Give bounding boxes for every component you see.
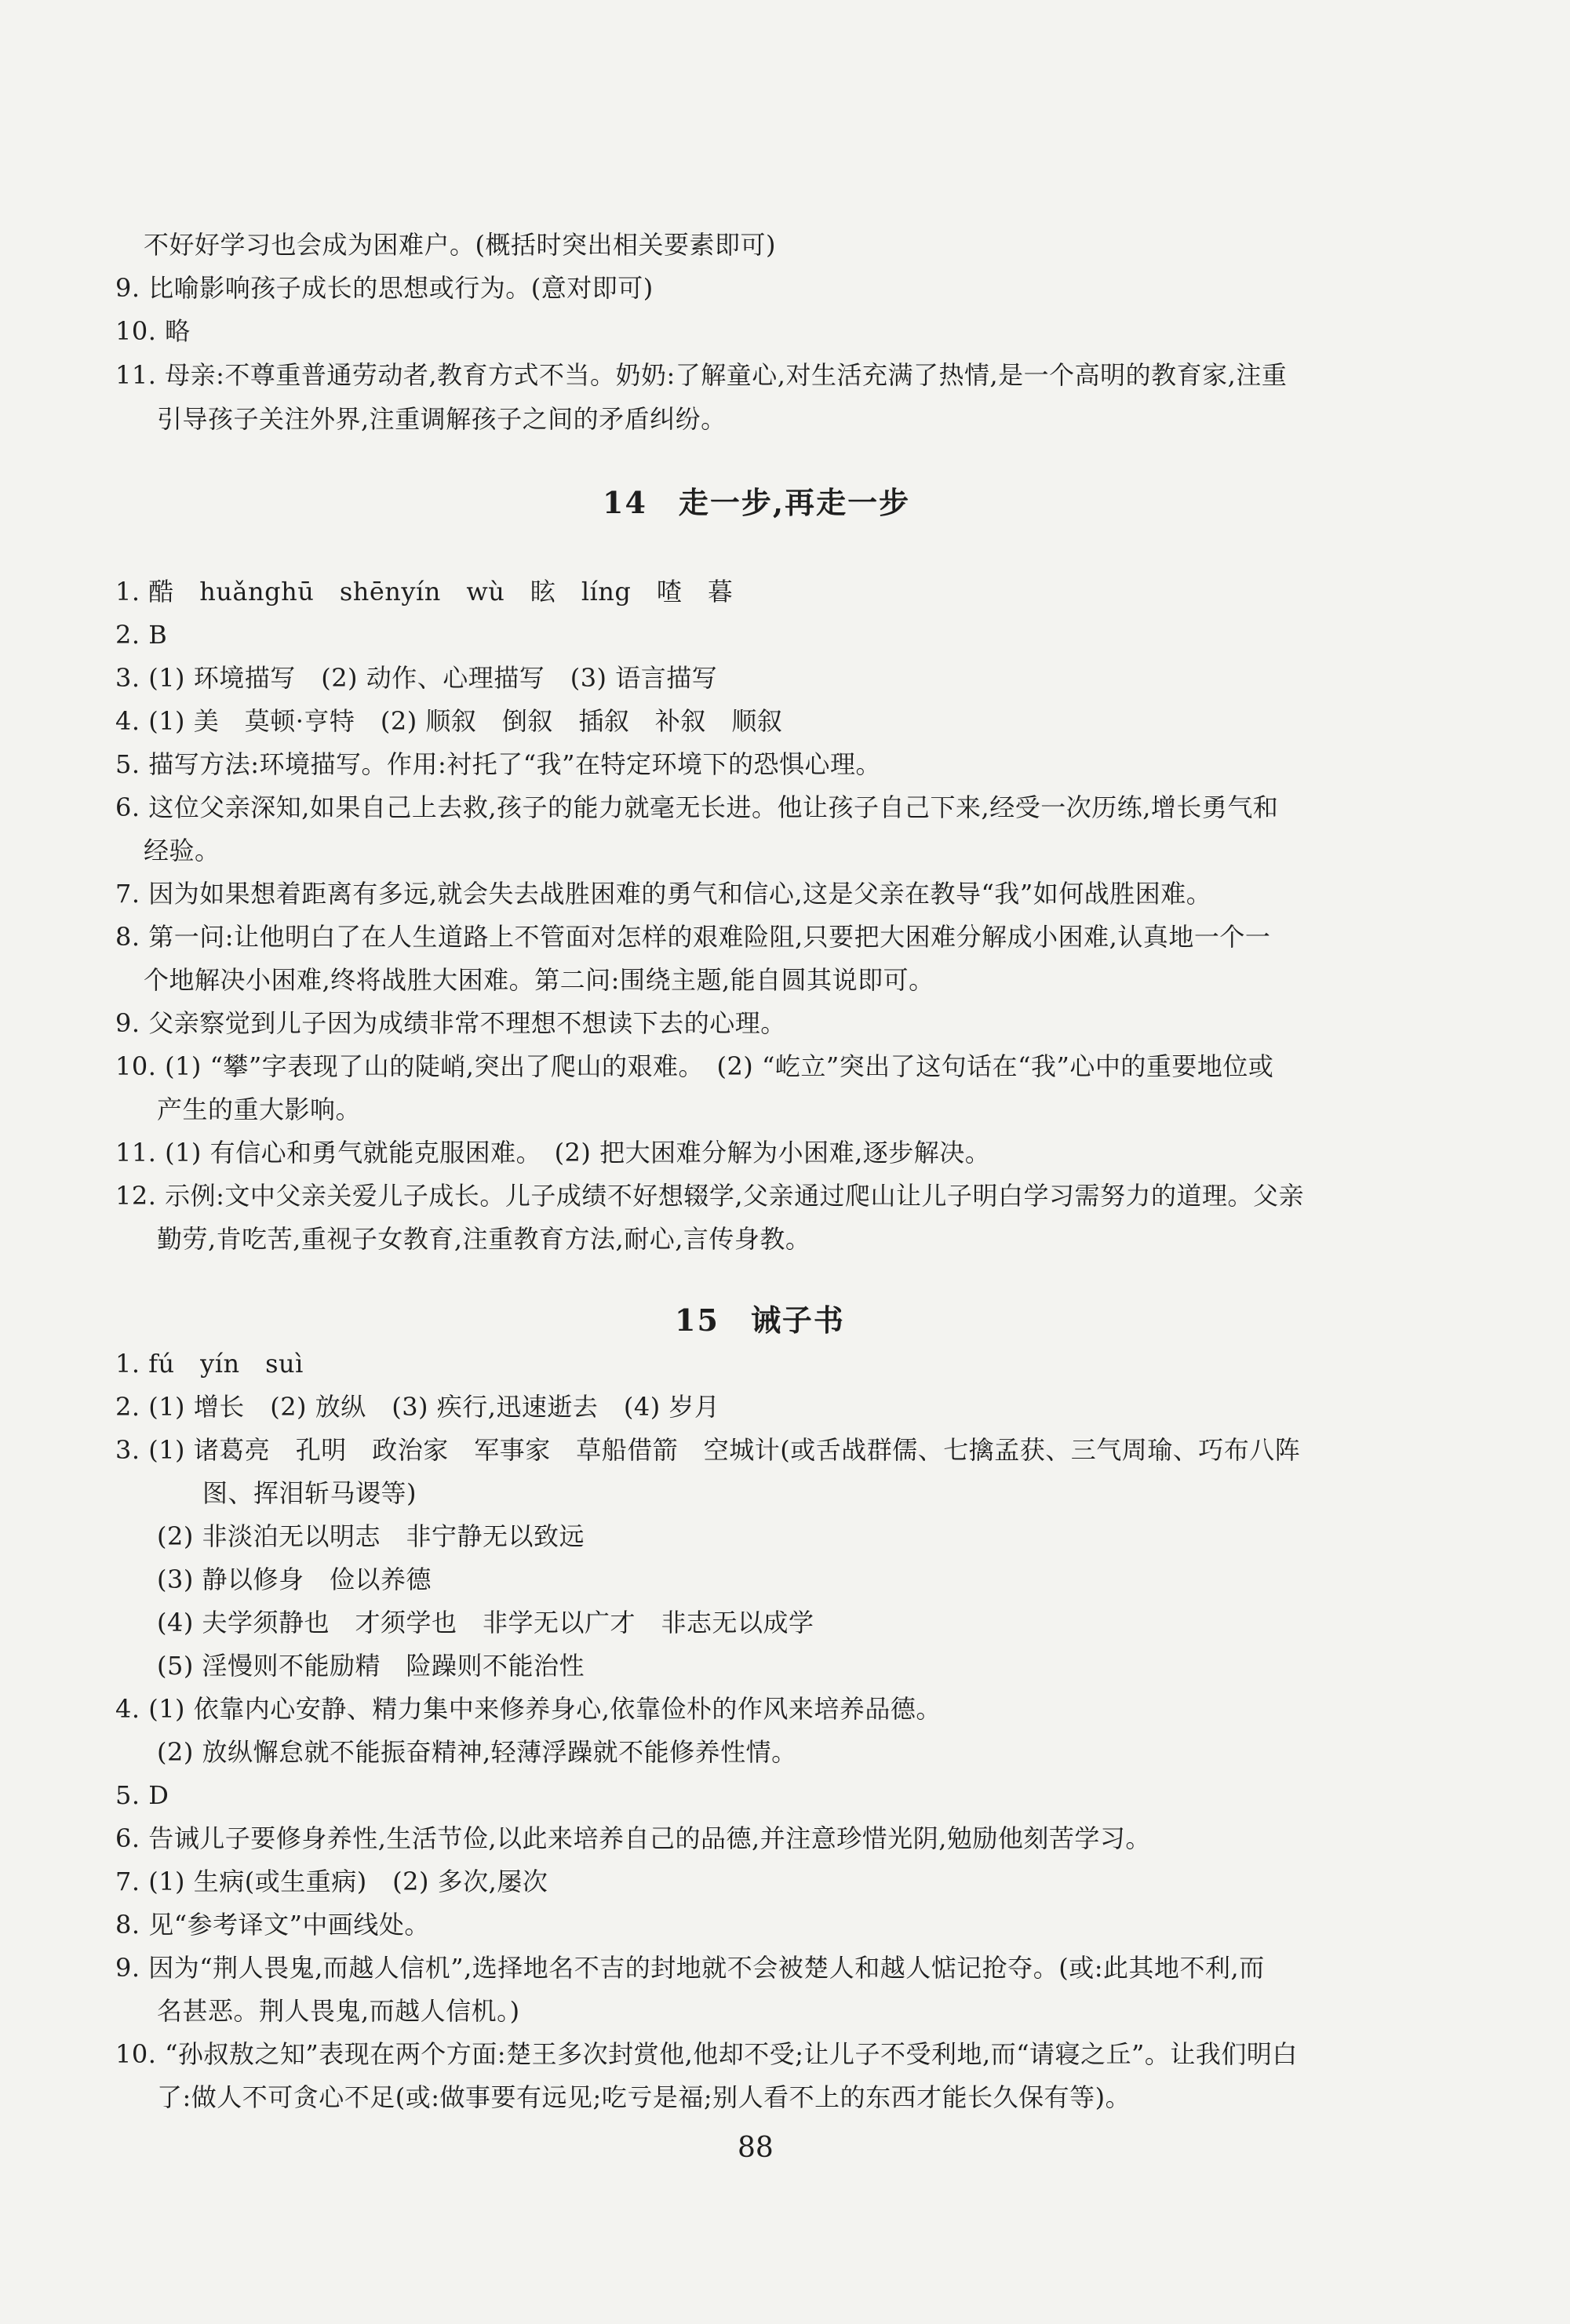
text-line: 12. 示例:文中父亲关爱儿子成长。儿子成绩不好想辍学,父亲通过爬山让儿子明白学习需努力的道理。父亲 — [115, 1181, 1305, 1211]
text-line: 5. 描写方法:环境描写。作用:衬托了“我”在特定环境下的恐惧心理。 — [115, 749, 881, 779]
text-line: 3. (1) 环境描写 (2) 动作、心理描写 (3) 语言描写 — [115, 663, 718, 693]
text-line: 9. 比喻影响孩子成长的思想或行为。(意对即可) — [115, 273, 654, 303]
text-line: 3. (1) 诸葛亮 孔明 政治家 军事家 草船借箭 空城计(或舌战群儒、七擒孟获、三气周瑜、巧布八阵 — [115, 1435, 1301, 1465]
text-line: 图、挥泪斩马谡等) — [202, 1478, 417, 1508]
text-line: 产生的重大影响。 — [157, 1095, 362, 1124]
text-line: 10. (1) “攀”字表现了山的陡峭,突出了爬山的艰难。 (2) “屹立”突出了这句话在“我”心中的重要地位或 — [115, 1051, 1274, 1081]
text-line: 勤劳,肯吃苦,重视子女教育,注重教育方法,耐心,言传身教。 — [157, 1224, 811, 1254]
text-line: 1. fú yín suì — [115, 1349, 304, 1379]
section-title: 14 走一步,再走一步 — [603, 485, 911, 520]
text-line: 11. (1) 有信心和勇气就能克服困难。 (2) 把大困难分解为小困难,逐步解决。 — [115, 1138, 991, 1167]
text-line: (5) 淫慢则不能励精 险躁则不能治性 — [157, 1651, 585, 1681]
text-line: (4) 夫学须静也 才须学也 非学无以广才 非志无以成学 — [157, 1608, 814, 1637]
text-line: 6. 告诫儿子要修身养性,生活节俭,以此来培养自己的品德,并注意珍惜光阴,勉励他刻苦学习。 — [115, 1823, 1151, 1853]
text-line: 名甚恶。荆人畏鬼,而越人信机。) — [157, 1996, 520, 2026]
text-line: 9. 父亲察觉到儿子因为成绩非常不理想不想读下去的心理。 — [115, 1008, 786, 1038]
text-line: 7. 因为如果想着距离有多远,就会失去战胜困难的勇气和信心,这是父亲在教导“我”如何战胜困难。 — [115, 879, 1212, 909]
text-line: 8. 第一问:让他明白了在人生道路上不管面对怎样的艰难险阻,只要把大困难分解成小困难,认真地一个一 — [115, 922, 1271, 952]
section-title: 15 诫子书 — [675, 1302, 845, 1338]
text-line: 5. D — [115, 1780, 169, 1810]
text-line: (3) 静以修身 俭以养德 — [157, 1565, 432, 1594]
text-line: 7. (1) 生病(或生重病) (2) 多次,屡次 — [115, 1867, 548, 1896]
text-line: 4. (1) 依靠内心安静、精力集中来修养身心,依靠俭朴的作风来培养品德。 — [115, 1694, 942, 1724]
text-line: 11. 母亲:不尊重普通劳动者,教育方式不当。奶奶:了解童心,对生活充满了热情,是一个高明的教育家,注重 — [115, 360, 1288, 390]
text-line: 9. 因为“荆人畏鬼,而越人信机”,选择地名不吉的封地就不会被楚人和越人惦记抢夺。(或:此其地不利,而 — [115, 1953, 1265, 1983]
text-line: 4. (1) 美 莫顿·亨特 (2) 顺叙 倒叙 插叙 补叙 顺叙 — [115, 706, 783, 736]
text-line: 8. 见“参考译文”中画线处。 — [115, 1910, 430, 1940]
text-line: 经验。 — [144, 836, 220, 865]
text-line: 引导孩子关注外界,注重调解孩子之间的矛盾纠纷。 — [157, 404, 727, 434]
text-line: (2) 非淡泊无以明志 非宁静无以致远 — [157, 1521, 585, 1551]
text-line: 了:做人不可贪心不足(或:做事要有远见;吃亏是福;别人看不上的东西才能长久保有等)。 — [157, 2082, 1131, 2112]
text-line: 10. 略 — [115, 316, 191, 346]
text-line: 2. (1) 增长 (2) 放纵 (3) 疾行,迅速逝去 (4) 岁月 — [115, 1392, 720, 1422]
text-line: 6. 这位父亲深知,如果自己上去救,孩子的能力就毫无长进。他让孩子自己下来,经受一次历练,增长勇气和 — [115, 792, 1279, 822]
text-line: 2. B — [115, 620, 168, 650]
text-line: 1. 酷 huǎnghū shēnyín wù 眩 líng 喳 暮 — [115, 577, 734, 606]
text-line: (2) 放纵懈怠就不能振奋精神,轻薄浮躁就不能修养性情。 — [157, 1737, 797, 1767]
text-line: 不好好学习也会成为困难户。(概括时突出相关要素即可) — [144, 230, 776, 260]
page-number: 88 — [738, 2132, 774, 2164]
text-line: 个地解决小困难,终将战胜大困难。第二问:围绕主题,能自圆其说即可。 — [144, 965, 934, 995]
text-line: 10. “孙叔敖之知”表现在两个方面:楚王多次封赏他,他却不受;让儿子不受利地,而“请寝之丘”。让我们明白 — [115, 2039, 1298, 2069]
